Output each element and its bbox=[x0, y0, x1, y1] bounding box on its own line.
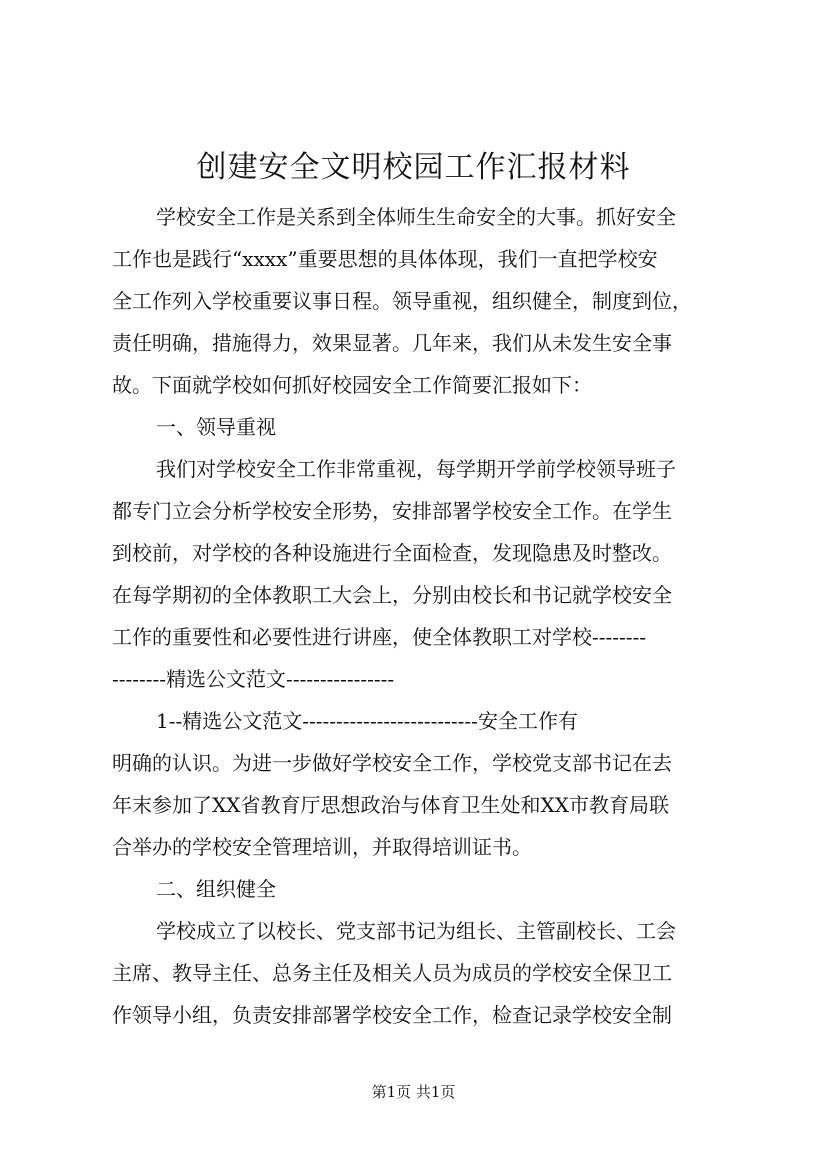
paragraph-line: 我们对学校安全工作非常重视，每学期开学前学校领导班子 bbox=[156, 457, 676, 481]
paragraph-line: 1--精选公文范文--------------------------安全工作有 bbox=[156, 709, 578, 733]
document-title: 创建安全文明校园工作汇报材料 bbox=[196, 150, 631, 185]
document-body bbox=[112, 196, 724, 1036]
paragraph-line: 明确的认识。为进一步做好学校安全工作，学校党支部书记在去 bbox=[112, 751, 672, 775]
section-heading: 二、组织健全 bbox=[156, 877, 276, 901]
paragraph-line: 主席、教导主任、总务主任及相关人员为成员的学校安全保卫工 bbox=[112, 961, 672, 985]
paragraph-line: 作领导小组，负责安排部署学校安全工作，检查记录学校安全制 bbox=[112, 1003, 672, 1027]
section-heading: 一、领导重视 bbox=[156, 415, 276, 439]
paragraph-line: 工作的重要性和必要性进行讲座，使全体教职工对学校-------- bbox=[112, 625, 647, 649]
paragraph-line: --------精选公文范文---------------- bbox=[112, 667, 395, 691]
paragraph-line: 学校安全工作是关系到全体师生生命安全的大事。抓好安全 bbox=[156, 205, 676, 229]
paragraph-line: 年末参加了XX省教育厅思想政治与体育卫生处和XX市教育局联 bbox=[112, 793, 669, 817]
paragraph-line: 在每学期初的全体教职工大会上，分别由校长和书记就学校安全 bbox=[112, 583, 672, 607]
paragraph-line: 合举办的学校安全管理培训，并取得培训证书。 bbox=[112, 835, 532, 859]
paragraph-line: 都专门立会分析学校安全形势，安排部署学校安全工作。在学生 bbox=[112, 499, 672, 523]
paragraph-line: 故。下面就学校如何抓好校园安全工作简要汇报如下： bbox=[112, 373, 592, 397]
page-footer: 第1页 共1页 bbox=[371, 1083, 456, 1101]
paragraph-line: 工作也是践行“xxxx”重要思想的具体体现，我们一直把学校安 bbox=[112, 247, 658, 271]
paragraph-line: 到校前，对学校的各种设施进行全面检查，发现隐患及时整改。 bbox=[112, 541, 672, 565]
paragraph-line: 责任明确，措施得力，效果显著。几年来，我们从未发生安全事 bbox=[112, 331, 672, 355]
paragraph-line: 学校成立了以校长、党支部书记为组长、主管副校长、工会 bbox=[156, 919, 676, 943]
paragraph-line: 全工作列入学校重要议事日程。领导重视，组织健全，制度到位， bbox=[112, 289, 692, 313]
